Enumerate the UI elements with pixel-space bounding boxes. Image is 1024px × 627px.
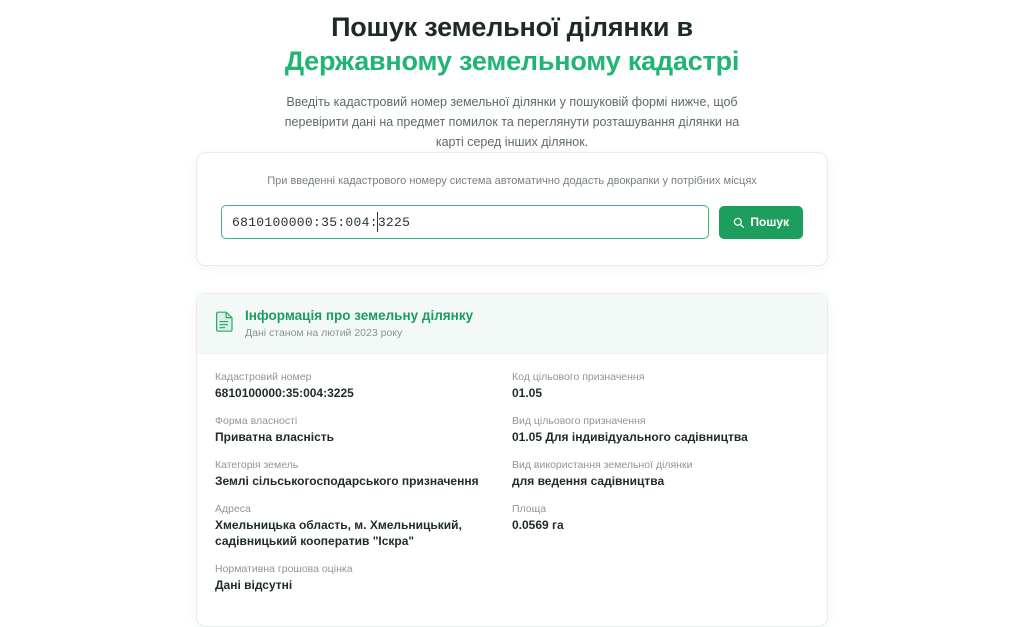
field-label: Код цільового призначення (512, 371, 645, 383)
field-value: Дані відсутні (215, 578, 293, 592)
field-monetary-valuation (215, 562, 496, 593)
field-area (512, 502, 793, 533)
field-label: Адреса (215, 503, 251, 515)
search-input-wrapper (221, 205, 709, 239)
parcel-info-subtitle: Дані станом на лютий 2023 року (245, 327, 403, 339)
search-hint: При введенні кадастрового номеру система автоматично додасть двокрапки у потрібних місцях (267, 175, 757, 187)
document-icon (215, 310, 235, 332)
field-purpose-code (512, 370, 793, 401)
field-label: Вид використання земельної ділянки (512, 459, 693, 471)
field-value: 6810100000:35:004:3225 (215, 386, 354, 400)
field-label: Категорія земель (215, 459, 299, 471)
field-usage-type (512, 458, 793, 489)
field-purpose-type (512, 414, 793, 445)
field-value: Землі сільськогосподарського призначення (215, 474, 479, 488)
field-value: Хмельницька область, м. Хмельницький, садівницький кооператив "Іскра" (215, 518, 462, 548)
parcel-info-header (197, 294, 827, 354)
field-cadastral-number (215, 370, 496, 401)
text-caret (377, 212, 378, 232)
search-row (221, 205, 803, 239)
field-ownership-form (215, 414, 496, 445)
search-icon (733, 217, 744, 228)
parcel-info-header-text (245, 308, 473, 339)
field-value: 0.0569 га (512, 518, 564, 532)
page-title (0, 10, 1024, 78)
field-land-category (215, 458, 496, 489)
parcel-info-card (196, 293, 828, 627)
parcel-info-title: Інформація про земельну ділянку (245, 308, 474, 323)
field-label: Площа (512, 503, 547, 515)
parcel-info-left-column (215, 370, 512, 606)
field-address (215, 502, 496, 549)
cadastral-number-input[interactable] (221, 205, 709, 239)
parcel-info-body (197, 354, 827, 626)
field-label: Вид цільового призначення (512, 415, 646, 427)
field-value: Приватна власність (215, 430, 335, 444)
field-label: Нормативна грошова оцінка (215, 563, 353, 575)
field-value: 01.05 (512, 386, 543, 400)
search-card (196, 152, 828, 266)
search-button[interactable] (719, 206, 803, 239)
parcel-info-right-column (512, 370, 809, 606)
field-value: 01.05 Для індивідуального садівництва (512, 430, 748, 444)
hero-section (0, 0, 1024, 152)
page-title-line2: Державному земельному кадастрі (284, 46, 740, 76)
page-subtitle: Введіть кадастровий номер земельної ділянки у пошуковій формі нижче, щоб перевірити дані на предмет помилок та переглянути розташування ділянки на карті серед інших ділянок. (284, 95, 740, 149)
page-title-line1: Пошук земельної ділянки в (331, 12, 693, 42)
field-label: Кадастровий номер (215, 371, 312, 383)
search-button-label: Пошук (750, 215, 789, 229)
field-value: для ведення садівництва (512, 474, 665, 488)
field-label: Форма власності (215, 415, 298, 427)
